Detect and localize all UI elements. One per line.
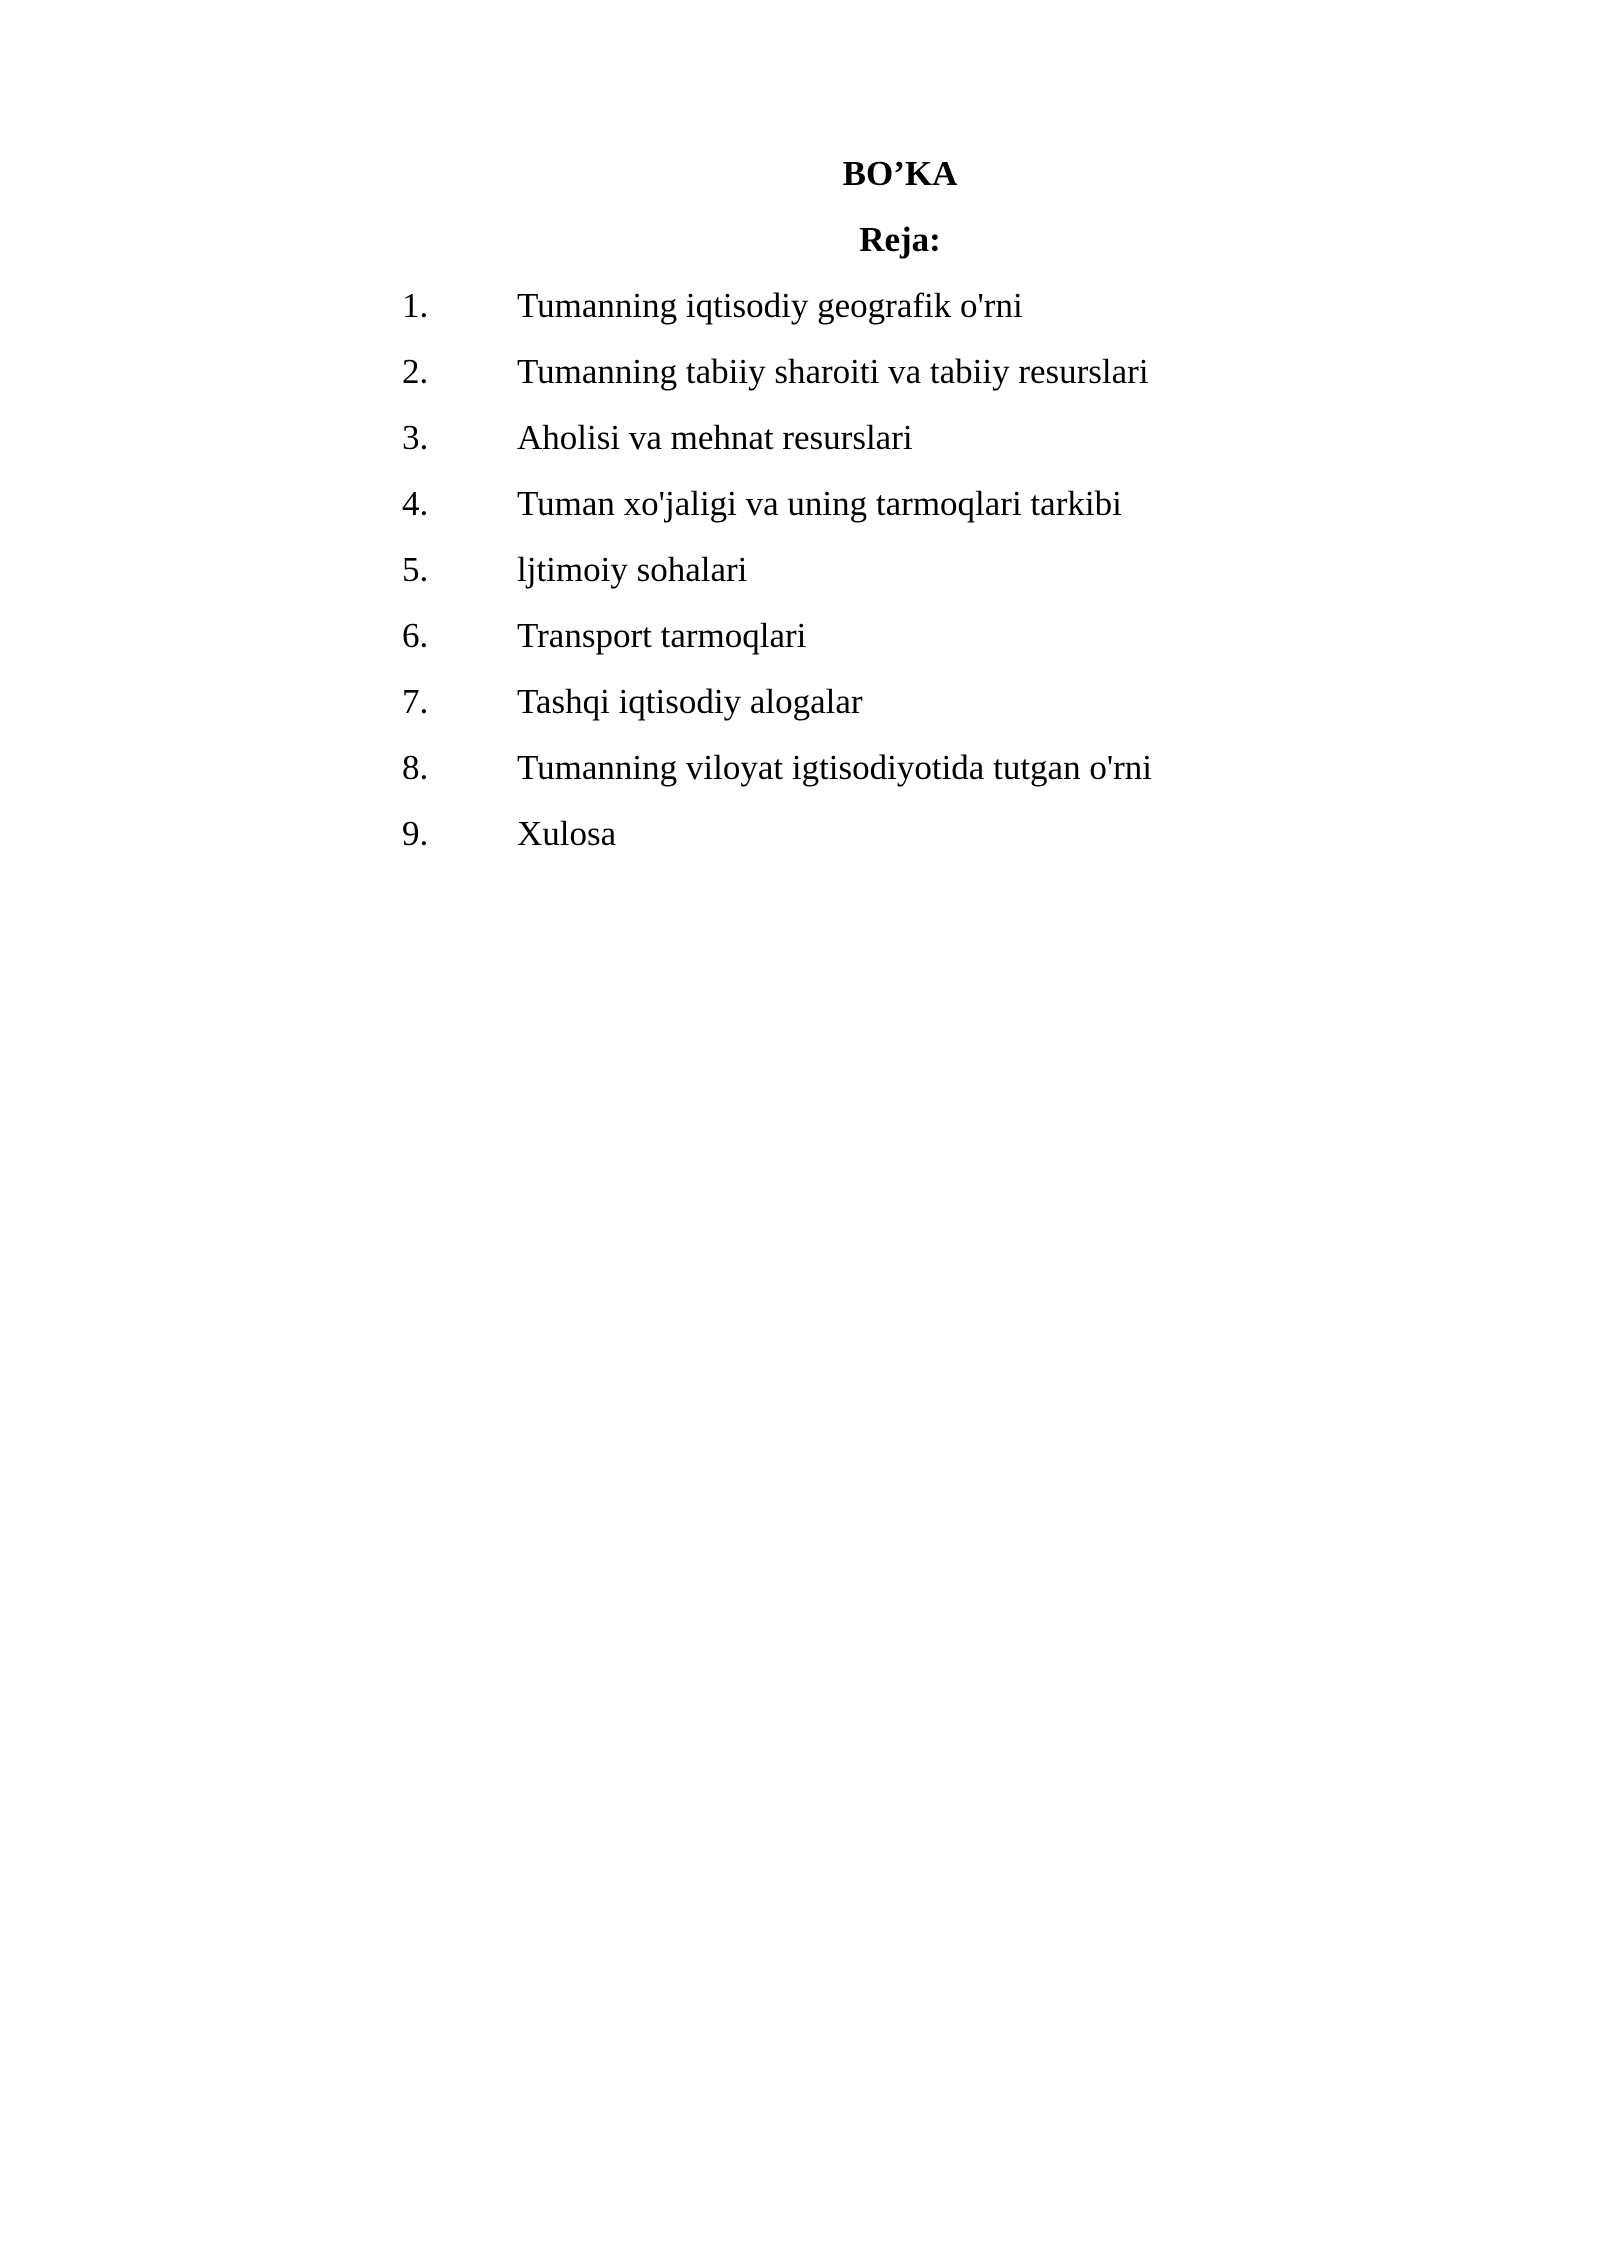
- plan-item-text: Tumanning iqtisodiy geografik o'rni: [517, 286, 1023, 325]
- plan-item: [402, 418, 1152, 484]
- plan-item-number: 2.: [402, 352, 429, 391]
- plan-item: [402, 286, 1152, 352]
- plan-item-number: 1.: [402, 286, 429, 325]
- plan-item-number: 4.: [402, 484, 429, 523]
- plan-item-text: Tashqi iqtisodiy alogalar: [517, 682, 863, 721]
- document-title: BO’KA: [842, 154, 958, 193]
- plan-item: [402, 682, 1152, 748]
- plan-item-text: Xulosa: [517, 814, 617, 853]
- plan-item: [402, 616, 1152, 682]
- plan-item-number: 7.: [402, 682, 429, 721]
- plan-item-number: 3.: [402, 418, 429, 457]
- plan-item-number: 8.: [402, 748, 429, 787]
- plan-item-text: Tuman xo'jaligi va uning tarmoqlari tarkibi: [517, 484, 1122, 523]
- plan-item-text: Aholisi va mehnat resurslari: [517, 418, 913, 457]
- plan-item: [402, 550, 1152, 616]
- plan-item-number: 9.: [402, 814, 429, 853]
- plan-list: [402, 286, 1152, 880]
- plan-item: [402, 814, 1152, 880]
- plan-item-text: Tumanning tabiiy sharoiti va tabiiy resurslari: [517, 352, 1149, 391]
- plan-item-number: 5.: [402, 550, 429, 589]
- plan-item: [402, 748, 1152, 814]
- plan-heading: Reja:: [859, 220, 941, 259]
- plan-item-text: Transport tarmoqlari: [517, 616, 807, 655]
- plan-item-text: Tumanning viloyat igtisodiyotida tutgan o'rni: [517, 748, 1153, 787]
- plan-item-number: 6.: [402, 616, 429, 655]
- plan-item: [402, 484, 1152, 550]
- plan-item: [402, 352, 1152, 418]
- plan-item-text: ljtimoiy sohalari: [517, 550, 748, 589]
